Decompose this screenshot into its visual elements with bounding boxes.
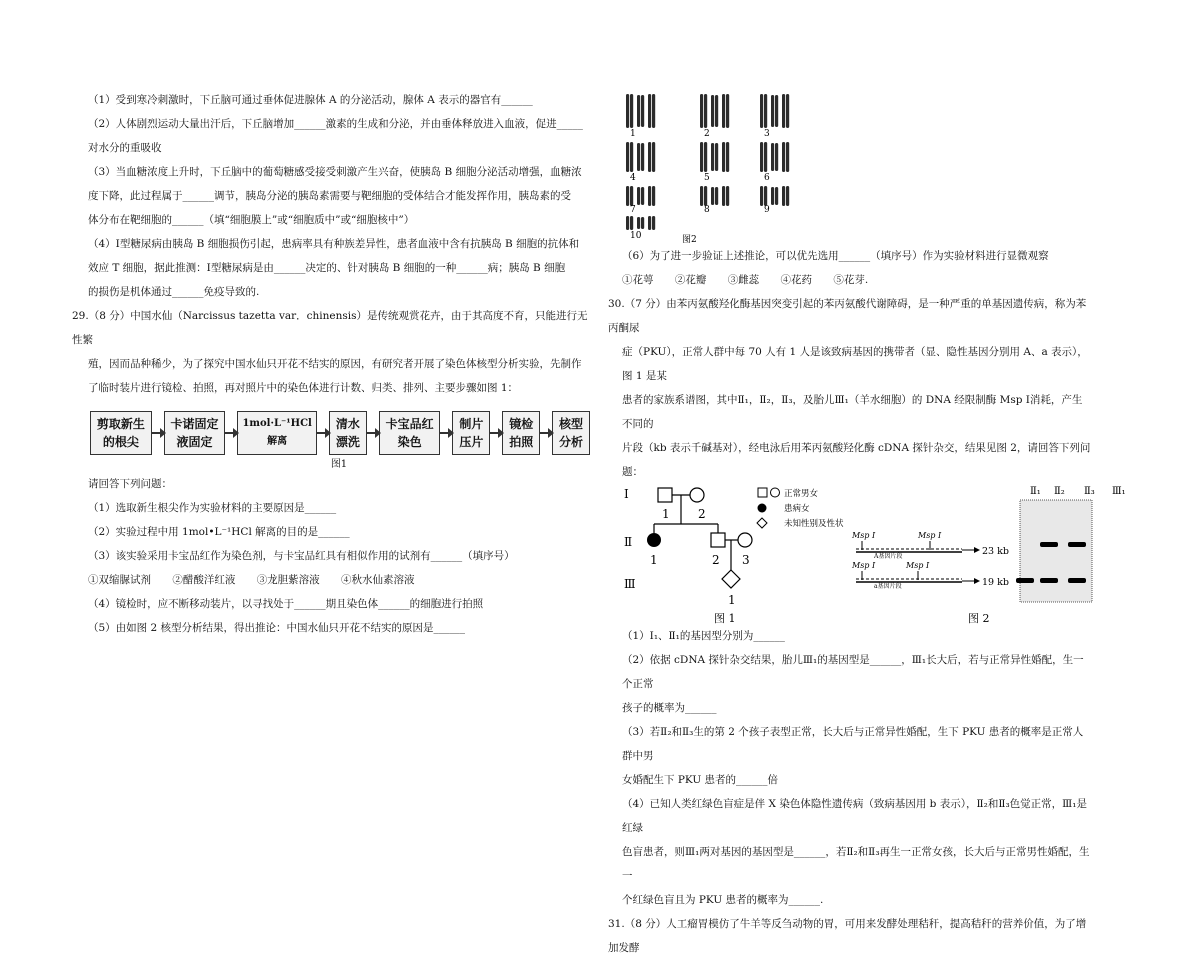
- karyo-label: 10: [630, 231, 642, 241]
- svg-text:Ⅱ₁: Ⅱ₁: [1030, 486, 1041, 497]
- chromosome-mark: [775, 95, 778, 127]
- chromosome-mark: [722, 142, 725, 172]
- svg-text:Msp Ⅰ: Msp Ⅰ: [918, 531, 942, 540]
- chromosome-mark: [630, 186, 633, 206]
- chromosome-mark: [771, 95, 774, 127]
- svg-text:2: 2: [712, 553, 720, 567]
- svg-text:Msp Ⅰ: Msp Ⅰ: [906, 561, 930, 570]
- female-affected-symbol: [647, 533, 661, 547]
- q30-part4-line3: 个红绿色盲且为 PKU 患者的概率为______.: [622, 894, 824, 906]
- gel-band: [1040, 542, 1058, 547]
- chromosome-mark: [786, 94, 789, 128]
- figure-1-caption: 图 1: [714, 612, 736, 625]
- karyotype-figure: [622, 92, 1092, 244]
- q29-intro-line3: 了临时装片进行镜检、拍照，再对照片中的染色体进行计数、归类、排列、主要步骤如图 1：: [88, 382, 519, 394]
- chromosome-mark: [652, 142, 655, 172]
- chromosome-mark: [711, 143, 714, 171]
- answer-prompt: 请回答下列问题：: [88, 478, 172, 490]
- gel-panel: [1020, 500, 1092, 602]
- chromosome-mark: [630, 216, 633, 230]
- chromosome-mark: [704, 142, 707, 172]
- q30-intro-line3: 患者的家族系谱图，其中Ⅱ₁，Ⅱ₂，Ⅱ₃，及胎儿Ⅲ₁（羊水细胞）的 DNA 经限制酶 Msp Ⅰ消耗，产生不同的: [622, 394, 1083, 430]
- q28-part3-line2: 度下降，此过程属于______调节，胰岛分泌的胰岛素需要与靶细胞的受体结合才能发挥作用，胰岛素的受: [88, 190, 571, 202]
- svg-text:1: 1: [662, 507, 670, 521]
- chromosome-mark: [722, 186, 725, 206]
- chromosome-mark: [700, 142, 703, 172]
- q30-part2-line2: 孩子的概率为______: [622, 702, 717, 714]
- chromosome-mark: [782, 142, 785, 172]
- chromosome-mark: [711, 95, 714, 127]
- chromosome-mark: [630, 142, 633, 172]
- gel-band: [1068, 578, 1086, 583]
- q29-intro-line2: 殖，因而品种稀少，为了探究中国水仙只开花不结实的原因，有研究者开展了染色体核型分析实验，先制作: [88, 358, 582, 370]
- q30-part1: （1）Ⅰ₁、Ⅱ₁的基因型分别为______: [622, 630, 785, 642]
- chromosome-mark: [786, 142, 789, 172]
- q28-part3-line1: （3）当血糖浓度上升时，下丘脑中的葡萄糖感受接受刺激产生兴奋，使胰岛 B 细胞分泌活动增强，血糖浓: [88, 166, 582, 178]
- q30-part3-line2: 女婚配生下 PKU 患者的______倍: [622, 774, 779, 786]
- chromosome-mark: [764, 94, 767, 128]
- q29-intro-line1: 29.（8 分）中国水仙（Narcissus tazetta var．chinensis）是传统观赏花卉，由于其高度不育，只能进行无性繁: [72, 310, 588, 346]
- svg-text:1: 1: [650, 553, 658, 567]
- gel-band: [1016, 578, 1034, 583]
- flow-step-3: 1mol·L⁻¹HCl 解离: [237, 411, 317, 455]
- svg-text:Ⅱ₂: Ⅱ₂: [1054, 486, 1065, 497]
- chromosome-mark: [626, 216, 629, 230]
- karyo-label: 5: [704, 173, 710, 183]
- chromosome-mark: [637, 95, 640, 127]
- q30-part4-line2: 色盲患者，则Ⅲ₁两对基因的基因型是______，若Ⅱ₂和Ⅱ₃再生一正常女孩，长大后与正常男性婚配，生一: [622, 846, 1090, 882]
- flow-step-6: 制片 压片: [452, 411, 490, 455]
- flow-step-2: 卡诺固定 液固定: [164, 411, 226, 455]
- chromosome-mark: [641, 95, 644, 127]
- svg-text:A基因片段: A基因片段: [874, 553, 903, 560]
- generation-label: Ⅲ: [624, 577, 636, 591]
- chromosome-mark: [648, 94, 651, 128]
- chromosome-mark: [726, 186, 729, 206]
- q28-part2-line2: 对水分的重吸收: [88, 142, 162, 154]
- chromosome-mark: [760, 94, 763, 128]
- svg-text:3: 3: [742, 553, 750, 567]
- chromosome-mark: [782, 186, 785, 206]
- chromosome-mark: [637, 217, 640, 229]
- chromosome-mark: [648, 216, 651, 230]
- chromosome-mark: [764, 186, 767, 206]
- chromosome-mark: [726, 142, 729, 172]
- flow-arrow-icon: [367, 432, 379, 434]
- q31-intro: 31.（8 分）人工瘤胃模仿了牛羊等反刍动物的胃，可用来发酵处理秸秆，提高秸秆的营养价值，为了增加发酵: [608, 918, 1087, 954]
- option: ⑤花芽.: [833, 274, 869, 286]
- karyo-label: 2: [704, 129, 710, 139]
- option: ④花药: [780, 274, 813, 286]
- legend-unknown: 未知性别及性状: [784, 519, 844, 529]
- karyo-label: 7: [630, 205, 636, 215]
- q30-intro-line2: 症（PKU），正常人群中每 70 人有 1 人是该致病基因的携带者（显、隐性基因分别用 A、a 表示），图 1 是某: [622, 346, 1088, 382]
- chromosome-mark: [760, 142, 763, 172]
- q29-part5: （5）由如图 2 核型分析结果，得出推论：中国水仙只开花不结实的原因是______: [88, 622, 466, 634]
- flow-step-8: 核型 分析: [552, 411, 590, 455]
- figure-2-caption: 图 2: [968, 612, 990, 625]
- chromosome-mark: [652, 186, 655, 206]
- female-normal-symbol: [690, 488, 704, 502]
- chromosome-mark: [700, 94, 703, 128]
- unknown-sex-symbol: [722, 570, 740, 588]
- chromosome-mark: [764, 142, 767, 172]
- karyo-label: 3: [764, 129, 770, 139]
- q29-part1: （1）选取新生根尖作为实验材料的主要原因是______: [88, 502, 337, 514]
- flow-step-4: 清水 漂洗: [329, 411, 367, 455]
- female-normal-symbol: [738, 533, 752, 547]
- q29-part3-options: [88, 568, 590, 592]
- chromosome-mark: [641, 187, 644, 205]
- chromosome-mark: [626, 94, 629, 128]
- option: ③雌蕊: [727, 274, 760, 286]
- option: ①花萼: [622, 274, 654, 286]
- chromosome-mark: [648, 142, 651, 172]
- flow-arrow-icon: [440, 432, 452, 434]
- male-normal-symbol: [658, 488, 672, 502]
- chromosome-mark: [637, 143, 640, 171]
- svg-text:Msp Ⅰ: Msp Ⅰ: [852, 531, 876, 540]
- male-normal-symbol: [711, 533, 725, 547]
- gel-band: [1040, 578, 1058, 583]
- flow-step-5: 卡宝品红 染色: [379, 411, 441, 455]
- chromosome-mark: [626, 142, 629, 172]
- q28-part1: （1）受到寒冷刺激时，下丘脑可通过垂体促进腺体 A 的分泌活动，腺体 A 表示的器官有______: [88, 94, 533, 106]
- chromosome-mark: [704, 94, 707, 128]
- chromosome-mark: [652, 94, 655, 128]
- chromosome-mark: [786, 186, 789, 206]
- svg-text:1: 1: [728, 593, 736, 607]
- pedigree-and-gel-figure: [622, 484, 1126, 625]
- svg-text:Ⅲ₁: Ⅲ₁: [1112, 486, 1126, 497]
- svg-text:2: 2: [698, 507, 706, 521]
- svg-text:Msp Ⅰ: Msp Ⅰ: [852, 561, 876, 570]
- gel-band: [1068, 542, 1086, 547]
- chromosome-mark: [641, 217, 644, 229]
- chromosome-mark: [771, 187, 774, 205]
- chromosome-mark: [715, 95, 718, 127]
- option: ②醋酸洋红液: [172, 574, 236, 586]
- svg-text:a基因片段: a基因片段: [874, 583, 902, 590]
- generation-label: Ⅱ: [624, 535, 633, 549]
- q30-intro-line4: 片段（kb 表示千碱基对），经电泳后用苯丙氨酸羟化酶 cDNA 探针杂交，结果见图 2，请回答下列问题：: [622, 442, 1091, 478]
- pedigree-gel-image: [622, 484, 1126, 625]
- figure-2-caption: 图2: [682, 235, 697, 245]
- q29-part6: （6）为了进一步验证上述推论，可以优先选用______（填序号）作为实验材料进行显微观察: [622, 250, 1049, 262]
- q29-part4: （4）镜检时，应不断移动装片，以寻找处于______期且染色体______的细胞进行拍照: [88, 598, 484, 610]
- chromosome-mark: [711, 187, 714, 205]
- chromosome-mark: [648, 186, 651, 206]
- q30-part2-line1: （2）依据 cDNA 探针杂交结果，胎儿Ⅲ₁的基因型是______，Ⅲ₁长大后，若与正常异性婚配，生一个正常: [622, 654, 1084, 690]
- option: ②花瓣: [674, 274, 707, 286]
- q30-part4-line1: （4）已知人类红绿色盲症是伴 X 染色体隐性遗传病（致病基因用 b 表示），Ⅱ₂和Ⅱ₃色觉正常，Ⅲ₁是红绿: [622, 798, 1088, 834]
- q28-part4-line2: 效应 T 细胞，据此推测：Ⅰ型糖尿病是由______决定的、针对胰岛 B 细胞的一种______病；胰岛 B 细胞: [88, 262, 566, 274]
- svg-text:23 kb: 23 kb: [982, 546, 1009, 557]
- option: ④秋水仙素溶液: [341, 574, 415, 586]
- q28-part4-line1: （4）Ⅰ型糖尿病由胰岛 B 细胞损伤引起，患病率具有种族差异性，患者血液中含有抗胰岛 B 细胞的抗体和: [88, 238, 580, 250]
- karyo-label: 4: [630, 173, 636, 183]
- karyo-label: 1: [630, 129, 636, 139]
- chromosome-mark: [704, 186, 707, 206]
- q29-part3: （3）该实验采用卡宝品红作为染色剂，与卡宝品红具有相似作用的试剂有______（填序号）: [88, 550, 515, 562]
- chromosome-mark: [715, 143, 718, 171]
- figure-1-caption: 图1: [330, 459, 348, 470]
- option: ①双缩脲试剂: [88, 574, 151, 586]
- flow-arrow-icon: [540, 432, 552, 434]
- chromosome-mark: [700, 186, 703, 206]
- chromosome-mark: [775, 187, 778, 205]
- flow-arrow-icon: [490, 432, 502, 434]
- chromosome-mark: [775, 143, 778, 171]
- flow-arrow-icon: [225, 432, 237, 434]
- chromosome-mark: [722, 94, 725, 128]
- chromosome-mark: [771, 143, 774, 171]
- generation-label: Ⅰ: [624, 487, 629, 501]
- chromosome-mark: [626, 186, 629, 206]
- svg-text:Ⅱ₃: Ⅱ₃: [1084, 486, 1095, 497]
- option: ③龙胆紫溶液: [256, 574, 320, 586]
- q28-part2-line1: （2）人体剧烈运动大量出汗后，下丘脑增加______激素的生成和分泌，并由垂体释放进入血液，促进_____: [88, 118, 583, 130]
- chromosome-mark: [652, 216, 655, 230]
- karyo-label: 8: [704, 205, 710, 215]
- q29-part6-options: [622, 268, 1092, 292]
- q30-part3-line1: （3）若Ⅱ₂和Ⅱ₃生的第 2 个孩子表型正常，长大后与正常异性婚配，生下 PKU 患者的概率是正常人群中男: [622, 726, 1084, 762]
- q28-part4-line3: 的损伤是机体通过______免疫导致的.: [88, 286, 260, 298]
- flow-arrow-icon: [317, 432, 329, 434]
- chromosome-mark: [782, 94, 785, 128]
- legend-affected: 患病女: [784, 504, 810, 514]
- flow-step-7: 镜检 拍照: [502, 411, 540, 455]
- q28-part3-line3: 体分布在靶细胞的______（填“细胞膜上”或“细胞质中”或“细胞核中”）: [88, 214, 415, 226]
- karyotype-image: [622, 92, 822, 244]
- chromosome-mark: [760, 186, 763, 206]
- svg-text:19 kb: 19 kb: [982, 577, 1009, 588]
- right-column: [608, 92, 1126, 960]
- karyo-label: 6: [764, 173, 770, 183]
- chromosome-mark: [637, 187, 640, 205]
- chromosome-mark: [641, 143, 644, 171]
- q30-intro-line1: 30.（7 分）由苯丙氨酸羟化酶基因突变引起的苯丙氨酸代谢障碍，是一种严重的单基因遗传病，称为苯丙酮尿: [608, 298, 1087, 334]
- flow-step-1: 剪取新生 的根尖: [90, 411, 152, 455]
- chromosome-mark: [726, 94, 729, 128]
- procedure-flowchart: [90, 408, 590, 458]
- legend-normal: 正常男女: [784, 489, 819, 499]
- chromosome-mark: [630, 94, 633, 128]
- chromosome-mark: [715, 187, 718, 205]
- q29-part2: （2）实验过程中用 1mol•L⁻¹HCl 解离的目的是______: [88, 526, 350, 538]
- flow-arrow-icon: [152, 432, 164, 434]
- karyo-label: 9: [764, 205, 770, 215]
- left-column: [72, 88, 590, 640]
